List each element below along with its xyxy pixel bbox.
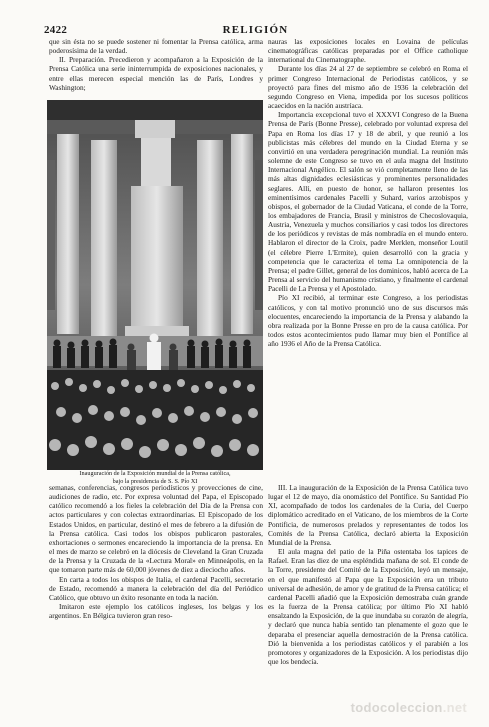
photograph-exposition-inauguration (47, 100, 263, 470)
watermark-suffix: .net (442, 700, 467, 715)
paragraph: III. La inauguración de la Exposición de la Prensa Católica tuvo lugar el 12 de mayo, día onomástico del Pontífice. Su Santidad Pío XI, acompañado de todos los cardenales de la Curia, del Cuerpo diplomático acreditado en el Vaticano, de los miembros de la Corte Pontificia, de numerosos prelados y representantes de todos los Comités de la Prensa Católica, declaró abierta la Exposición Mundial de la Prensa. (268, 483, 468, 547)
caption-line: bajo la presidencia de S. S. Pío XI (112, 477, 198, 485)
right-column-top (268, 37, 468, 482)
watermark-text: todocoleccion (350, 700, 443, 715)
paragraph: El aula magna del patio de la Piña ostentaba los tapices de Rafael. Eran las diez de una espléndida mañana de sol. El conde de la Torre, presidente del Comité de la Exposición, leyó un mensaje, en el que manifestó al Papa que la Exposición era un tributo universal de adhesión, de amor y de gratitud de la Prensa católica; el cardenal Pacelli añadió que la Exposición demostraba cuán grande es la fuerza de la Prensa católica; por último Pío XI habló ensalzando la Exposición, de la que inundaba su corazón de alegría, y declaró que nunca había sentido tan plenamente el gozo que le deparaba el presenciar aquella demostración de la Prensa católica. Dió la bienvenida a los periodistas católicos y el parabién a los promotores y organizadores de la Exposición. A los periodistas dijo que los bendecía. (268, 547, 468, 666)
caption-line: Inauguración de la Exposición mundial de la Prensa católica, (79, 470, 231, 477)
right-column-bottom (268, 483, 468, 681)
page-number: 2422 (44, 24, 68, 36)
watermark (351, 700, 467, 715)
left-column-top (49, 37, 263, 95)
running-title: RELIGIÓN (222, 24, 289, 36)
paragraph: nauras las exposiciones locales en Lovaina de películas cinematográficas católicas preparadas por el Office catholique international du Cinematographe. (268, 37, 468, 65)
paragraph: II. Preparación. Precedieron y acompañaron a la Exposición de la Prensa Católica una serie ininterrumpida de exposiciones nacionales, y entre ellas merecen especial mención las de París, Londres y Washington; (49, 55, 263, 92)
paragraph: Durante los días 24 al 27 de septiembre se celebró en Roma el primer Congreso Internacional de Periodistas católicos, y se proyectó para fines del mismo año de 1936 la celebración del segundo Congreso en Viena, impedida por los sucesos políticos acaecidos en la nación austríaca. (268, 64, 468, 111)
paragraph: Importancia excepcional tuvo el XXXVI Congreso de la Buena Prensa de París (Bonne Presse), celebrado por voluntad expresa del Papa en Roma los días 17 y 18 de abril, y que reunió a los publicistas más célebres del mundo en la Ciudad Eterna y se convirtió en una verdadera peregrinación mundial. La reunión más solemne de este Congreso se tuvo en el aula magna del Instituto Internacional Angélico. El salón se vió completamente lleno de las más altas dignidades eclesiásticas y prominentes personalidades seglares. Allí, en puesto de honor, se hallaron presentes los eminentísimos cardenales Pacelli y Suhard, varios arzobispos y obispos, el gobernador de la Ciudad Vaticana, el conde de la Torre, los embajadores de Francia, Brasil y ministros de Checoslovaquia, Austria, Venezuela y muchos consiliarios y casi todos los directores de los periódicos y revistas de más nombradía en el mundo entero. Hablaron el director de la Croix, padre Merklen, monseñor Loutil (el célebre Pierre L'Ermite), quien desarrolló con la gracia y competencia que le caracteriza el tema La omnipotencia de la Prensa; el padre Gillet, general de los dominicos, habló acerca de La Prensa al servicio del humanismo cristiano, y finalmente el cardenal Pacelli de La Prensa y el Apostolado. (268, 110, 468, 294)
paragraph: Pío XI recibió, al terminar este Congreso, a los periodistas católicos, y con tal motivo pronunció uno de sus discursos más elocuentes, encareciendo la importancia de la Prensa y alabando la obra realizada por la Bonne Presse en pro de la causa católica. Por todos estos acontecimientos pudo llamar muy bien el Pontífice al año 1936 el Año de la Prensa Católica. (268, 293, 468, 349)
paragraph: En carta a todos los obispos de Italia, el cardenal Pacelli, secretario de Estado, recomendó a manera la celebración del día del Periódico Católico, que obtuvo un éxito resonante en toda la nación. (49, 574, 263, 602)
paragraph: que sin ésta no se puede sostener ni fomentar la Prensa católica, arma poderosísima de la verdad. (49, 37, 263, 56)
left-column-bottom (49, 483, 263, 681)
photograph-image (47, 100, 263, 470)
paragraph: Imitaron este ejemplo los católicos ingleses, los belgas y los argentinos. En Bélgica tuvieron gran reso- (49, 602, 263, 621)
paragraph: semanas, conferencias, congresos periodísticos y provecciones de cine, audiciones de radio, etc. Por expresa voluntad del Papa, el Episcopado católico recomendó a los fieles la celebración del Día de la Prensa con actos particulares y con colectas extraordinarias. El Episcopado de los Estados Unidos, en particular, destinó el mes de febrero a la difusión de la Prensa católica. Casi todos los obispos publicaron pastorales, exhortaciones o sermones encareciendo la importancia de la prensa. En el mes de marzo se celebró en la diócesis de Cleveland la Gran Cruzada de la Prensa y la Cruzada de la «Lectura Moral» en Minneápolis, en la que tomaron parte más de 60,000 jóvenes de diez a dieciocho años. (49, 483, 263, 575)
page-header (44, 24, 467, 38)
